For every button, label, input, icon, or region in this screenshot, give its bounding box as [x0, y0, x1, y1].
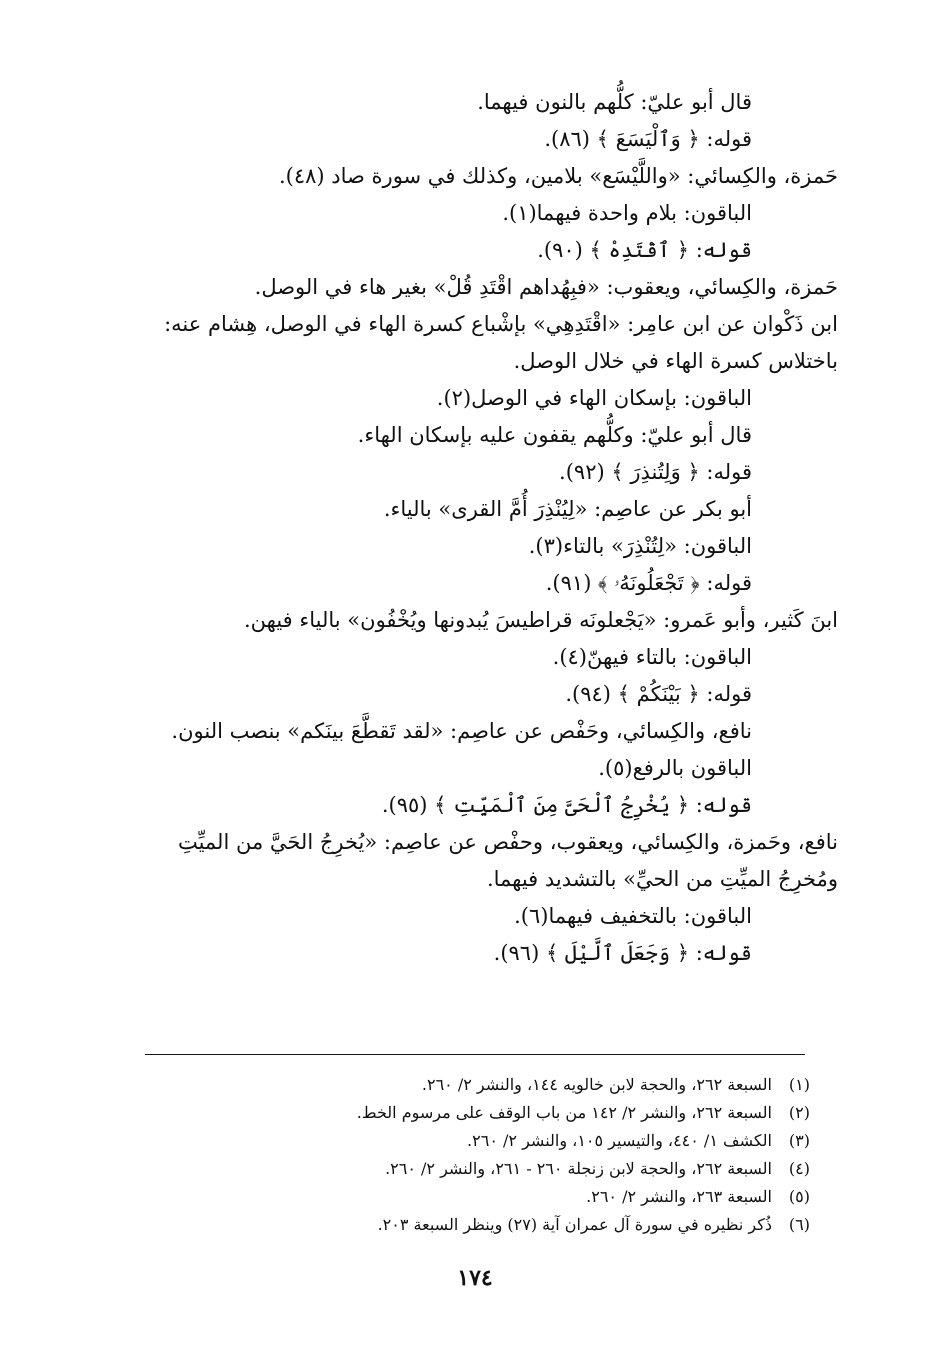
text-line: الباقون: بالتاء فيهنّ(٤). — [552, 645, 752, 669]
text-line: قوله: ﴿ وَجَعَلَ ٱلَّيْلَ ﴾ (٩٦). — [493, 941, 752, 965]
text-line: قوله: ﴿ يُخْرِجُ ٱلْحَىَّ مِنَ ٱلْمَيِّتِ ﴾ (٩٥). — [381, 793, 752, 817]
footnote-text: السبعة ٢٦٢، والنشر ٢/ ١٤٢ من باب الوقف على مرسوم الخط. — [356, 1103, 772, 1122]
footnote-text: السبعة ٢٦٣، والنشر ٢/ ٢٦٠. — [586, 1187, 772, 1206]
text-line: قوله: ﴿ وَلِتُنذِرَ ﴾ (٩٢). — [559, 460, 752, 484]
footnote — [150, 1183, 810, 1211]
text-line: ابنَ كَثير، وأبو عَمرو: «يَجْعلونَه قراطيسَ يُبدونها ويُخْفُون» بالياء فيهن. — [243, 608, 838, 632]
footnote-text: السبعة ٢٦٢، والحجة لابن زنجلة ٢٦٠ - ٢٦١، والنشر ٢/ ٢٦٠. — [385, 1159, 772, 1178]
footnote-text: السبعة ٢٦٢، والحجة لابن خالويه ١٤٤، والنشر ٢/ ٢٦٠. — [421, 1075, 772, 1094]
text-line: ومُخرِجُ الميِّتِ من الحيِّ» بالتشديد فيهما. — [486, 867, 838, 891]
text-line: قال أبو عليّ: كلُّهم بالنون فيهما. — [477, 90, 752, 114]
text-line: نافع، والكِسائي، وحَفْص عن عاصِم: «لقد تَقطَّعَ بينَكم» بنصب النون. — [171, 719, 752, 743]
text-line: حَمزة، والكِسائي: «واللَّيْسَع» بلامين، وكذلك في سورة صاد (٤٨). — [278, 164, 838, 188]
page-number: ١٧٤ — [457, 1265, 493, 1291]
text-line: ابن ذَكْوان عن ابن عامِر: «اقْتَدِهِي» بإشْباع كسرة الهاء في الوصل، هِشام عنه: — [164, 312, 838, 336]
footnote-text: ذُكر نظيره في سورة آل عمران آية (٢٧) وينظر السبعة ٢٠٣. — [377, 1215, 772, 1234]
footnote — [150, 1155, 810, 1183]
text-line: الباقون: بإسكان الهاء في الوصل(٢). — [436, 386, 752, 410]
text-line: الباقون: بالتخفيف فيهما(٦). — [514, 904, 752, 928]
text-line: أبو بكر عن عاصِم: «لِيُنْذِرَ أُمَّ القرى» بالياء. — [383, 497, 752, 521]
footnotes — [150, 1071, 810, 1239]
footnote-number: (٣) — [788, 1131, 810, 1150]
text-line: قوله: ﴿ بَيْنَكُمْ ﴾ (٩٤). — [565, 682, 752, 706]
text-line: قوله: ﴿ تَجْعَلُونَهُۥ ﴾ (٩١). — [545, 571, 752, 595]
text-line: الباقون: بلام واحدة فيهما(١). — [502, 201, 752, 225]
footnote-number: (٢) — [788, 1103, 810, 1122]
text-line: قوله: ﴿ ٱقْتَدِهْ ﴾ (٩٠). — [537, 238, 752, 262]
text-line: نافع، وحَمزة، والكِسائي، ويعقوب، وحفْص عن عاصِم: «يُخرِجُ الحَيَّ من الميِّتِ — [177, 830, 838, 854]
footnote-number: (١) — [788, 1075, 810, 1094]
footnote — [150, 1127, 810, 1155]
footnote — [150, 1211, 810, 1239]
footnote-text: الكشف ١/ ٤٤٠، والتيسير ١٠٥، والنشر ٢/ ٢٦٠. — [467, 1131, 772, 1150]
text-line: قوله: ﴿ وَٱلْيَسَعَ ﴾ (٨٦). — [544, 127, 752, 151]
text-line: الباقون بالرفع(٥). — [598, 756, 752, 780]
footnote-number: (٦) — [788, 1215, 810, 1234]
text-line: باختلاس كسرة الهاء في خلال الوصل. — [513, 349, 838, 373]
footnote-separator — [145, 1054, 805, 1055]
footnote — [150, 1099, 810, 1127]
text-line: الباقون: «لِتُنْذِرَ» بالتاء(٣). — [528, 534, 752, 558]
main-text — [110, 84, 838, 972]
text-line: قال أبو عليّ: وكلُّهم يقفون عليه بإسكان الهاء. — [357, 423, 752, 447]
footnote-number: (٥) — [788, 1187, 810, 1206]
text-line: حَمزة، والكِسائي، ويعقوب: «فبِهُداهم اقْتَدِ قُلْ» بغير هاء في الوصل. — [254, 275, 838, 299]
footnote — [150, 1071, 810, 1099]
footnote-number: (٤) — [788, 1159, 810, 1178]
